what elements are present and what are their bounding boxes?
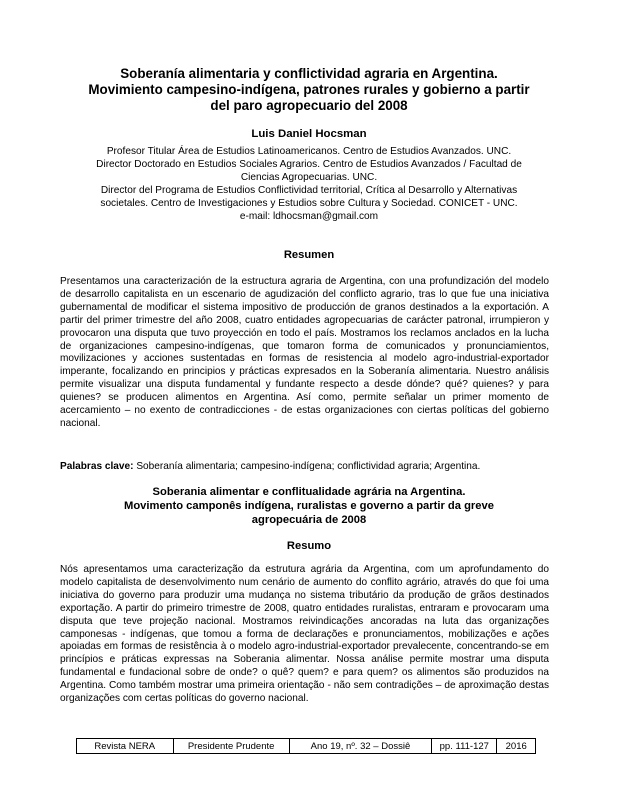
title-line-1: Soberanía alimentaria y conflictividad agraria en Argentina. bbox=[120, 66, 498, 81]
affiliation-line: societales. Centro de Investigaciones y Estudios sobre Cultura y Sociedad. CONICET - UNC. bbox=[100, 197, 518, 209]
affiliation-line: Ciencias Agropecuarias. UNC. bbox=[240, 171, 378, 183]
journal-footer bbox=[76, 738, 536, 754]
affiliation-line: Director Doctorado en Estudios Sociales Agrarios. Centro de Estudios Avanzados / Facultad de bbox=[96, 158, 522, 170]
footer-journal: Revista NERA bbox=[77, 739, 174, 754]
title-line-3: del paro agropecuario del 2008 bbox=[210, 98, 408, 113]
footer-row bbox=[77, 739, 536, 754]
footer-pages: pp. 111-127 bbox=[432, 739, 497, 754]
pt-title-line-2: Movimento camponês indígena, ruralistas e governo a partir da greve bbox=[124, 500, 494, 512]
portuguese-title bbox=[60, 485, 558, 527]
resumen-text: Presentamos una caracterización de la estructura agraria de Argentina, con una profundización del modelo de desarrollo capitalista en un escenario de agudización del conflicto agrario, tras lo que fue una iniciativa gubernamental de modificar el sistema impositivo de producción de granos destinados a la exportación. A partir del primer trimestre del año 2008, cuatro entidades agropecuarias de carácter patronal, irrumpieron y provocaron una disputa que tuvo proyección en todo el país. Mostramos los reclamos anclados en la lucha de organizaciones campesino-indígenas, que tomaron forma de comunicados y pronunciamientos, movilizaciones y acciones sustentadas en formas de resistencia al modelo agro-industrial-exportador imperante, focalizando en principios y prácticas expresados en la Soberanía alimentaria. Nuestro análisis permite visualizar una disputa fundamental y fundante respecto a desde dónde? qué? quienes? y para quienes? se producen alimentos en Argentina. Así como, permite señalar un primer momento de acercamiento – no exento de contradicciones - de estas organizaciones con ciertas políticas del gobierno nacional. bbox=[60, 276, 549, 429]
pt-title-line-1: Soberania alimentar e conflitualidade agrária na Argentina. bbox=[152, 486, 466, 498]
keywords-list: Soberanía alimentaria; campesino-indígena; conflictividad agraria; Argentina. bbox=[133, 461, 481, 472]
resumo-text: Nós apresentamos uma caracterização da estrutura agrária da Argentina, com um aprofundamento do modelo capitalista de desenvolvimento num cenário de aumento do conflito agrário, através do que foi uma iniciativa do governo para produzir uma mudança no sistema tributário da produção de grãos destinados exportação. A partir do primeiro trimestre de 2008, quatro entidades ruralistas, entraram e provocaram uma disputa que teve projeção nacional. Mostramos reivindicações ancoradas na luta das organizações camponesas - indígenas, que tomou a forma de declarações e pronunciamentos, mobilizações e ações apoiadas em formas de resistência à o modelo agro-industrial-exportador prevalecente, concentrando-se em princípios e práticas expressas na Soberania alimentar. Nossa análise permite mostrar uma disputa fundamental e fundacional sobre de onde? o quê? quem? e para quem? os alimentos são produzidos na Argentina. Como também mostrar uma primeira orientação - não sem contradições – de aproximação destas organizações com certas políticas do governo nacional. bbox=[60, 564, 549, 705]
keywords bbox=[60, 461, 549, 472]
keywords-label: Palabras clave: bbox=[60, 461, 134, 472]
resumen-heading: Resumen bbox=[283, 249, 335, 261]
title-line-2: Movimiento campesino-indígena, patrones rurales y gobierno a partir bbox=[88, 82, 530, 97]
affiliation-line: Profesor Titular Área de Estudios Latinoamericanos. Centro de Estudios Avanzados. UNC. bbox=[106, 146, 512, 157]
resumo-heading: Resumo bbox=[286, 540, 332, 552]
pt-title-line-3: agropecuária de 2008 bbox=[251, 514, 367, 526]
footer-city: Presidente Prudente bbox=[173, 739, 289, 754]
author-name: Luis Daniel Hocsman bbox=[251, 128, 367, 140]
author-affiliation bbox=[60, 146, 558, 223]
footer-year: 2016 bbox=[497, 739, 536, 754]
affiliation-line: Director del Programa de Estudios Conflictividad territorial, Crítica al Desarrollo y Alternativas bbox=[100, 184, 518, 196]
author-email: e-mail: ldhocsman@gmail.com bbox=[239, 210, 379, 222]
article-title bbox=[60, 66, 558, 114]
footer-volume: Ano 19, nº. 32 – Dossiê bbox=[289, 739, 431, 754]
